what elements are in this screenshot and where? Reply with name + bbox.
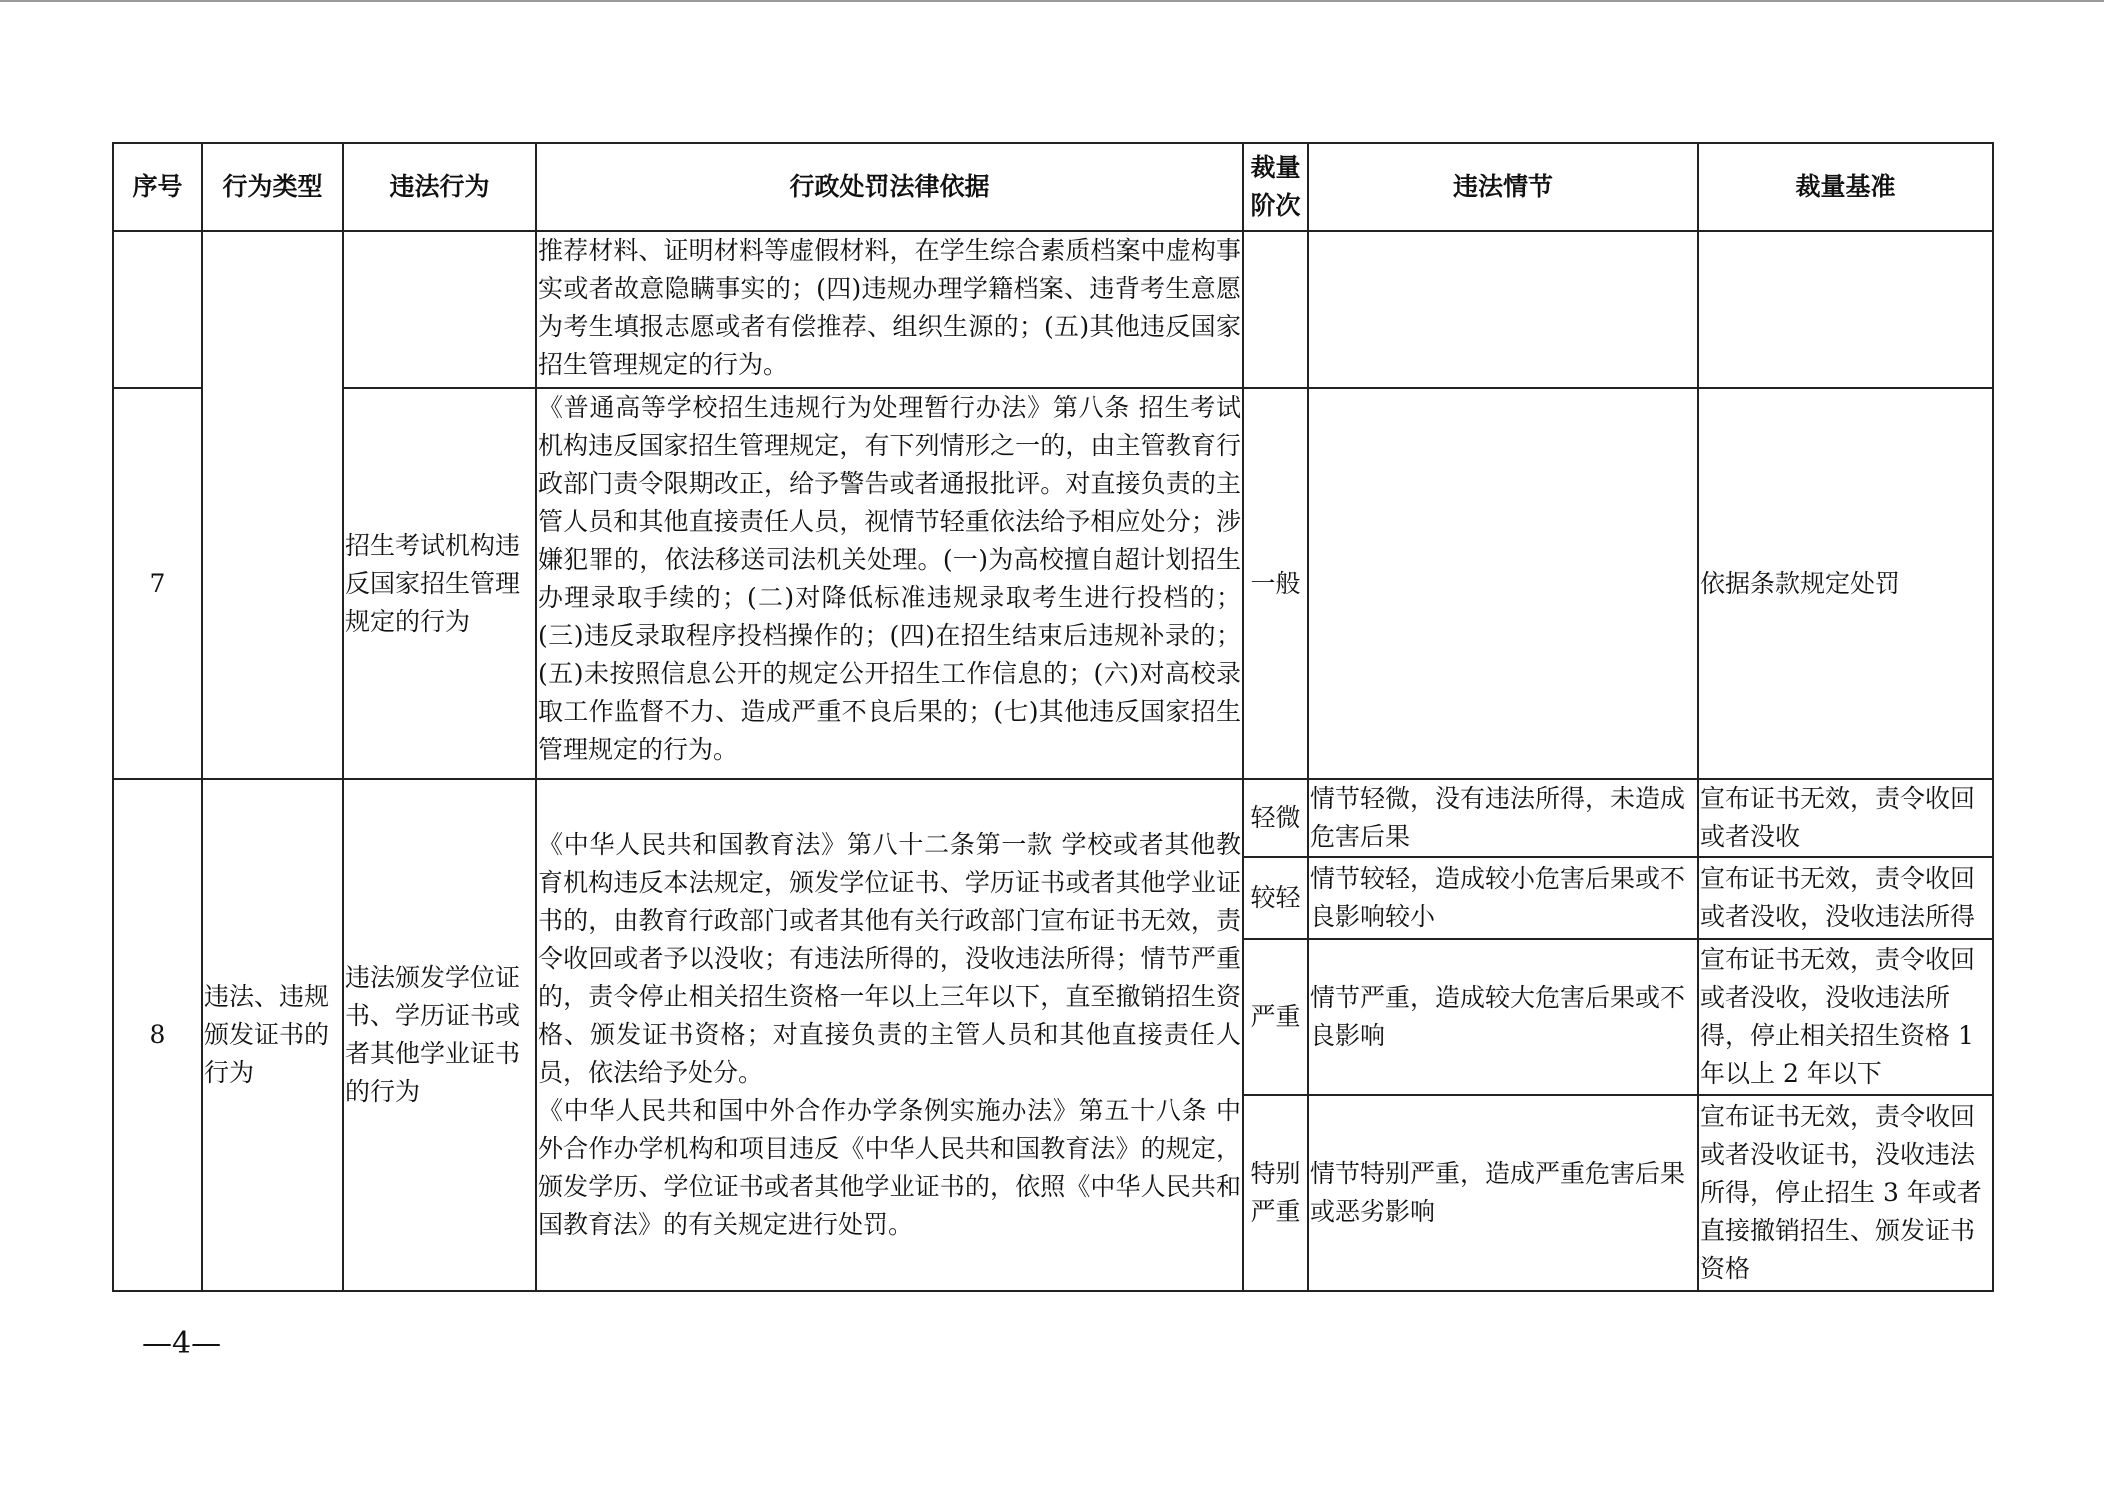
continued-circumstance-cell (1308, 231, 1698, 388)
continued-seq-cell (113, 231, 202, 388)
row7-seq: 7 (113, 388, 202, 779)
penalty-discretion-table (112, 142, 1994, 1292)
header-basis: 行政处罚法律依据 (536, 143, 1243, 231)
row7-circumstance (1308, 388, 1698, 779)
row8-act: 违法颁发学位证书、学历证书或者其他学业证书的行为 (343, 779, 536, 1291)
row8-standard-1: 宣布证书无效，责令收回或者没收 (1698, 779, 1993, 857)
row8-standard-2: 宣布证书无效，责令收回或者没收，没收违法所得 (1698, 857, 1993, 939)
row7-basis: 《普通高等学校招生违规行为处理暂行办法》第八条 招生考试机构违反国家招生管理规定，有下列情形之一的，由主管教育行政部门责令限期改正，给予警告或者通报批评。对直接负责的主管人员和其他直接责任人员，视情节轻重依法给予相应处分；涉嫌犯罪的，依法移送司法机关处理。(一)为高校擅自超计划招生办理录取手续的；(二)对降低标准违规录取考生进行投档的；(三)违反录取程序投档操作的；(四)在招生结束后违规补录的；(五)未按照信息公开的规定公开招生工作信息的；(六)对高校录取工作监督不力、造成严重不良后果的；(七)其他违反国家招生管理规定的行为。 (536, 388, 1243, 779)
row8-seq: 8 (113, 779, 202, 1291)
row8-level-1: 轻微 (1243, 779, 1308, 857)
row8-basis (536, 779, 1243, 1291)
continued-basis-cell: 推荐材料、证明材料等虚假材料，在学生综合素质档案中虚构事实或者故意隐瞒事实的；(四)违规办理学籍档案、违背考生意愿为考生填报志愿或者有偿推荐、组织生源的；(五)其他违反国家招生管理规定的行为。 (536, 231, 1243, 388)
row7-type-cell (202, 231, 343, 779)
table-row-8-level-1 (113, 779, 1993, 857)
header-type: 行为类型 (202, 143, 343, 231)
row8-circumstance-1: 情节轻微，没有违法所得，未造成危害后果 (1308, 779, 1698, 857)
row8-basis-cooperation-rules: 《中华人民共和国中外合作办学条例实施办法》第五十八条 中外合作办学机构和项目违反《中华人民共和国教育法》的规定，颁发学历、学位证书或者其他学业证书的，依照《中华人民共和国教育法》的有关规定进行处罚。 (538, 1096, 1241, 1239)
row8-type: 违法、违规颁发证书的行为 (202, 779, 343, 1291)
continued-standard-cell (1698, 231, 1993, 388)
table-row-7 (113, 388, 1993, 779)
page-number: —4— (142, 1326, 222, 1361)
header-act: 违法行为 (343, 143, 536, 231)
header-seq: 序号 (113, 143, 202, 231)
page-top-rule (0, 0, 2104, 2)
row8-level-4: 特别严重 (1243, 1095, 1308, 1291)
header-standard: 裁量基准 (1698, 143, 1993, 231)
row8-standard-3: 宣布证书无效，责令收回或者没收，没收违法所得，停止相关招生资格 1 年以上 2 年以下 (1698, 939, 1993, 1095)
header-circumstance: 违法情节 (1308, 143, 1698, 231)
header-row (113, 143, 1993, 231)
continued-level-cell (1243, 231, 1308, 388)
header-level: 裁量阶次 (1243, 143, 1308, 231)
row8-circumstance-3: 情节严重，造成较大危害后果或不良影响 (1308, 939, 1698, 1095)
row8-level-3: 严重 (1243, 939, 1308, 1095)
row8-circumstance-2: 情节较轻，造成较小危害后果或不良影响较小 (1308, 857, 1698, 939)
row7-standard: 依据条款规定处罚 (1698, 388, 1993, 779)
continued-act-cell (343, 231, 536, 388)
row8-basis-education-law: 《中华人民共和国教育法》第八十二条第一款 学校或者其他教育机构违反本法规定，颁发学位证书、学历证书或者其他学业证书的，由教育行政部门或者其他有关行政部门宣布证书无效，责令收回或者予以没收；有违法所得的，没收违法所得；情节严重的，责令停止相关招生资格一年以上三年以下，直至撤销招生资格、颁发证书资格；对直接负责的主管人员和其他直接责任人员，依法给予处分。 (538, 830, 1241, 1087)
table-row-continued (113, 231, 1993, 388)
row8-circumstance-4: 情节特别严重，造成严重危害后果或恶劣影响 (1308, 1095, 1698, 1291)
row7-level: 一般 (1243, 388, 1308, 779)
row7-act: 招生考试机构违反国家招生管理规定的行为 (343, 388, 536, 779)
row8-standard-4: 宣布证书无效，责令收回或者没收证书，没收违法所得，停止招生 3 年或者直接撤销招生、颁发证书资格 (1698, 1095, 1993, 1291)
row8-level-2: 较轻 (1243, 857, 1308, 939)
